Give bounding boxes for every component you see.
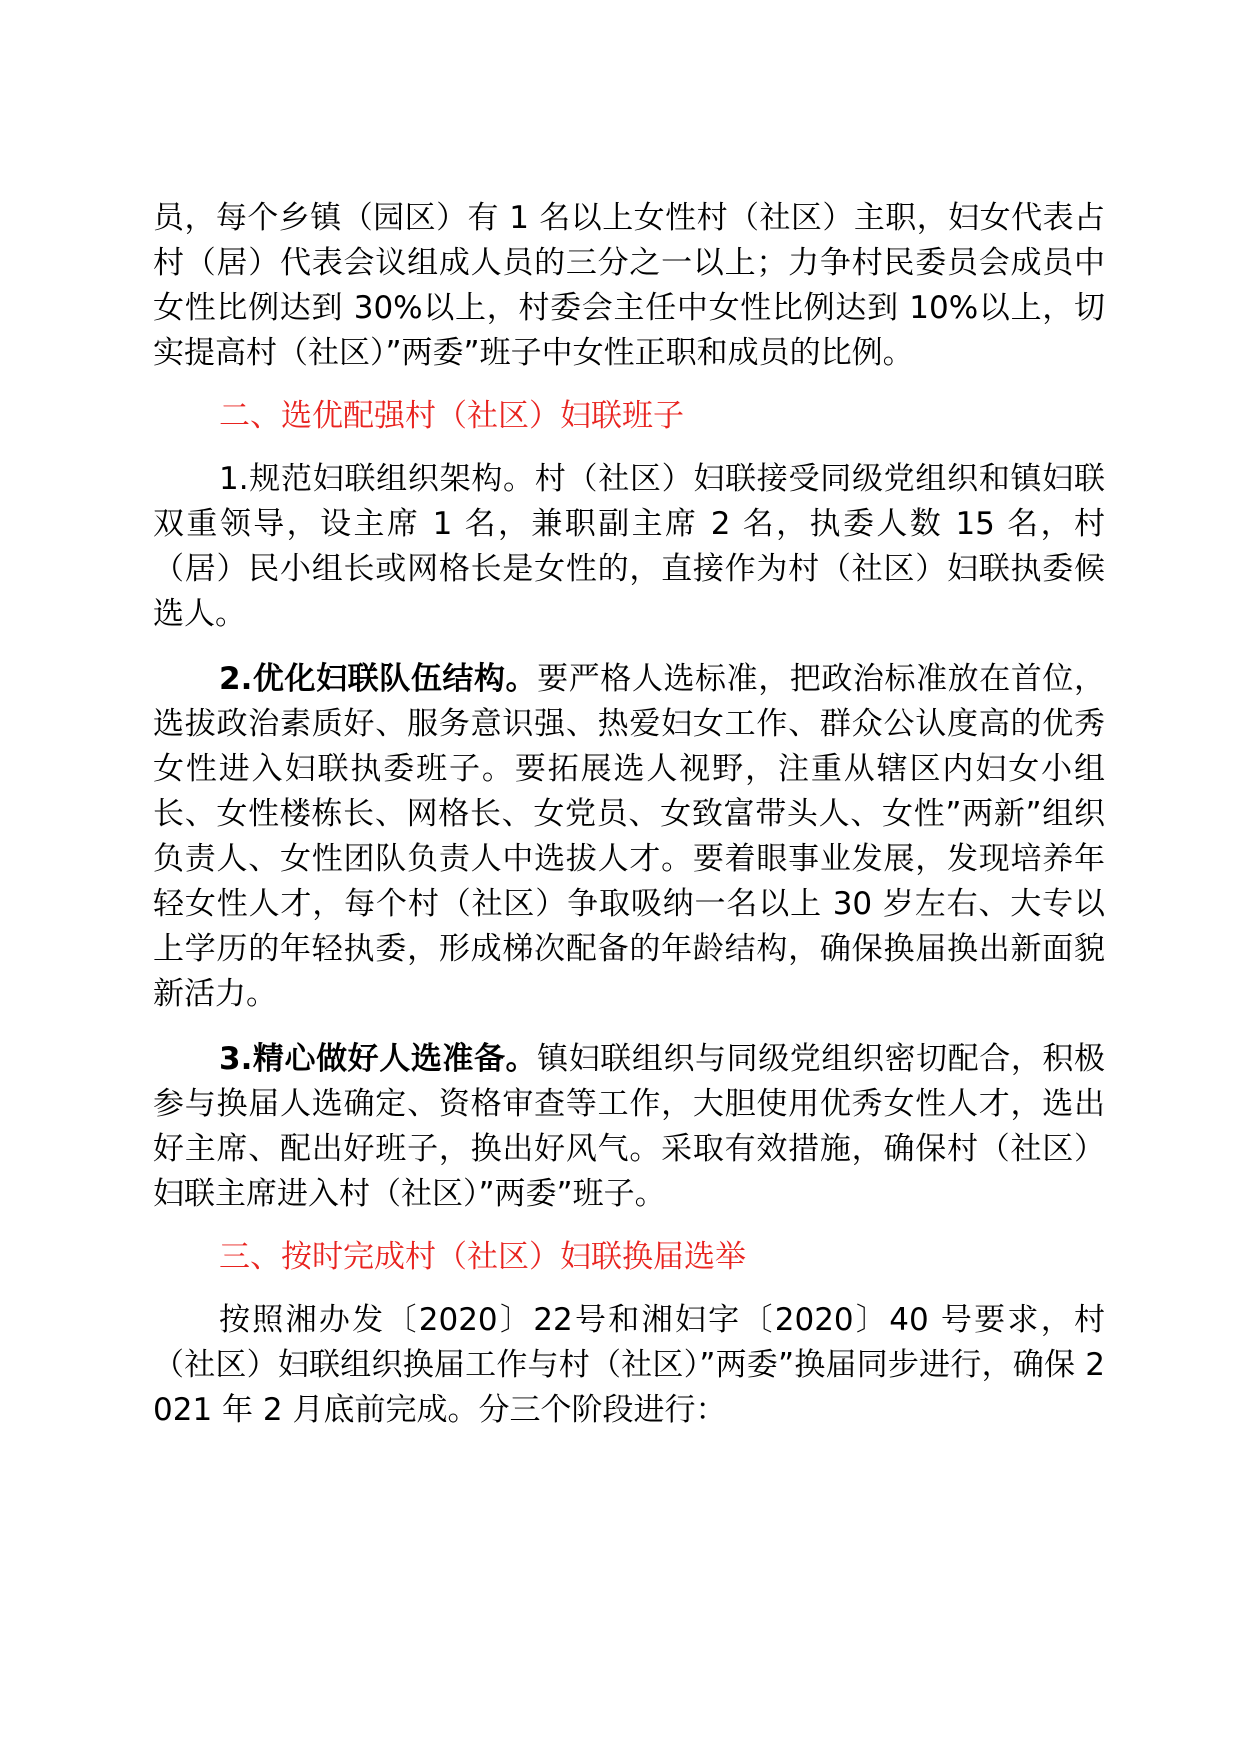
final-paragraph: 按照湘办发〔2020〕22号和湘妇字〔2020〕40 号要求，村（社区）妇联组织换届工作与村（社区）”两委”换届同步进行，确保 2021 年 2 月底前完成。分三个阶段进行： [153,1302,1105,1428]
document-page [153,196,1105,1433]
item-1-paragraph: 1.规范妇联组织架构。村（社区）妇联接受同级党组织和镇妇联双重领导，设主席 1 名，兼职副主席 2 名，执委人数 15 名，村（居）民小组长或网格长是女性的，直接作为村（社区）妇联执委候选人。 [153,461,1105,632]
section-heading-3: 三、按时完成村（社区）妇联换届选举 [219,1239,746,1275]
item-3-body: 镇妇联组织与同级党组织密切配合，积极参与换届人选确定、资格审查等工作，大胆使用优秀女性人才，选出好主席、配出好班子，换出好风气。采取有效措施，确保村（社区）妇联主席进入村（社区）”两委”班子。 [153,1041,1105,1212]
section-heading-2: 二、选优配强村（社区）妇联班子 [219,398,684,434]
item-2-title: 2.优化妇联队伍结构。 [219,661,538,697]
item-2-body: 要严格人选标准，把政治标准放在首位，选拔政治素质好、服务意识强、热爱妇女工作、群众公认度高的优秀女性进入妇联执委班子。要拓展选人视野，注重从辖区内妇女小组长、女性楼栋长、网格长、女党员、女致富带头人、女性”两新”组织负责人、女性团队负责人中选拔人才。要着眼事业发展，发现培养年轻女性人才，每个村（社区）争取吸纳一名以上 30 岁左右、大专以上学历的年轻执委，形成梯次配备的年龄结构，确保换届换出新面貌新活力。 [153,661,1105,1012]
intro-paragraph: 员，每个乡镇（园区）有 1 名以上女性村（社区）主职，妇女代表占村（居）代表会议组成人员的三分之一以上；力争村民委员会成员中女性比例达到 30%以上，村委会主任中女性比例达到 10%以上，切实提高村（社区）”两委”班子中女性正职和成员的比例。 [153,200,1105,371]
item-3-title: 3.精心做好人选准备。 [219,1041,538,1077]
item-2-paragraph [153,657,1105,1017]
item-3-paragraph [153,1037,1105,1217]
